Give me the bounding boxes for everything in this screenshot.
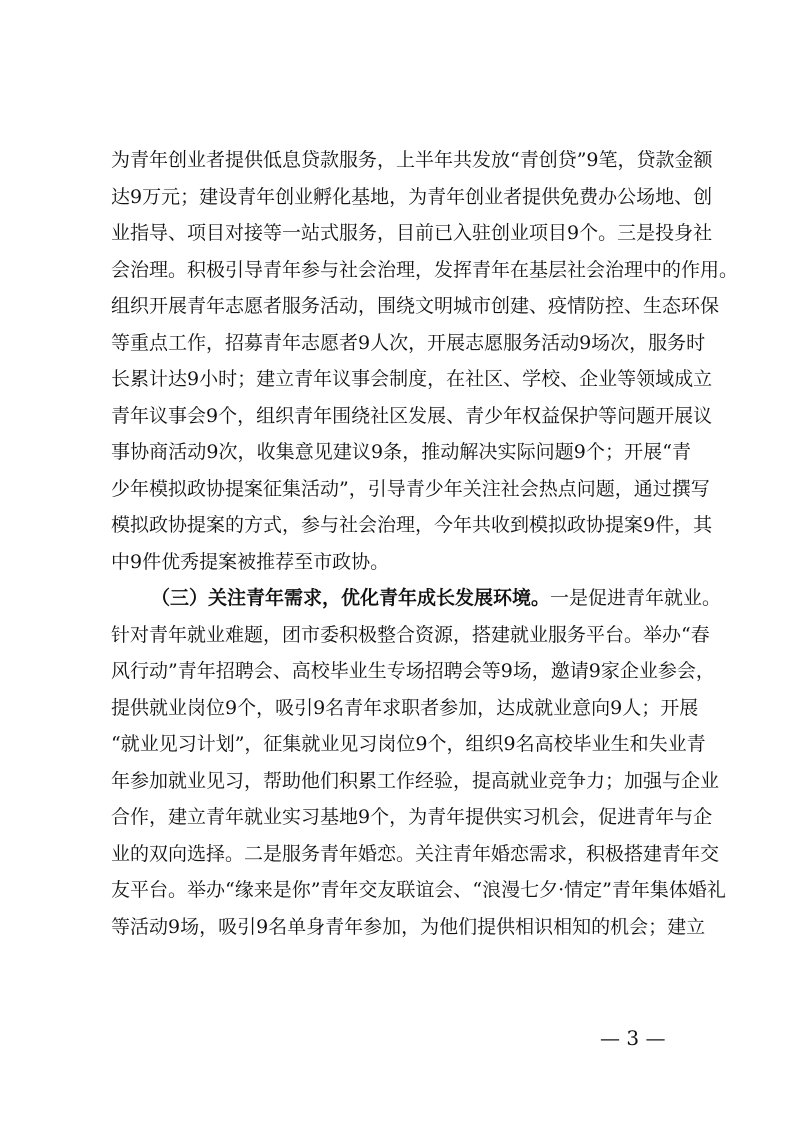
section3-first-line <box>111 580 722 617</box>
section3-line-3: 风行动”青年招聘会、高校毕业生专场招聘会等9场，邀请9家企业参会， <box>111 660 715 682</box>
section3-line-9: 友平台。举办“缘来是你”青年交友联谊会、“浪漫七夕·情定”青年集体婚礼 <box>111 879 726 901</box>
page-number: — 3 — <box>600 1026 666 1050</box>
section3-line-6: 年参加就业见习，帮助他们积累工作经验，提高就业竞争力；加强与企业 <box>111 769 720 792</box>
paragraph1-line-6: 等重点工作，招募青年志愿者9人次，开展志愿服务活动9场次，服务时 <box>111 331 706 354</box>
section3-line-5: “就业见习计划”，征集就业见习岗位9个，组织9名高校毕业生和失业青 <box>111 733 706 755</box>
section3-line-7: 合作，建立青年就业实习基地9个，为青年提供实习机会，促进青年与企 <box>111 806 713 828</box>
paragraph1-line-10: 少年模拟政协提案征集活动”，引导青少年关注社会热点问题，通过撰写 <box>111 477 710 500</box>
paragraph1-line-1: 为青年创业者提供低息贷款服务，上半年共发放“青创贷”9笔，贷款金额 <box>111 149 713 171</box>
paragraph1-line-12: 中9件优秀提案被推荐至市政协。 <box>111 550 390 573</box>
section3-line-10: 等活动9场，吸引9名单身青年参加，为他们提供相识相知的机会；建立 <box>111 915 706 938</box>
section3-first-line-rest: 一是促进青年就业。 <box>550 587 722 609</box>
section3-line-8: 业的双向选择。二是服务青年婚恋。关注青年婚恋需求，积极搭建青年交 <box>111 842 720 865</box>
paragraph1-line-4: 会治理。积极引导青年参与社会治理，发挥青年在基层社会治理中的作用。 <box>111 258 739 281</box>
paragraph1-line-5: 组织开展青年志愿者服务活动，围绕文明城市创建、疫情防控、生态环保 <box>111 295 720 317</box>
paragraph1-line-7: 长累计达9小时；建立青年议事会制度，在社区、学校、企业等领域成立 <box>111 368 713 390</box>
section3-line-4: 提供就业岗位9个，吸引9名青年求职者参加，达成就业意向9人；开展 <box>111 696 699 719</box>
paragraph1-line-2: 达9万元；建设青年创业孵化基地，为青年创业者提供免费办公场地、创 <box>111 185 713 208</box>
paragraph1-line-8: 青年议事会9个，组织青年围绕社区发展、青少年权益保护等问题开展议 <box>111 404 713 427</box>
paragraph1-line-3: 业指导、项目对接等一站式服务，目前已入驻创业项目9个。三是投身社 <box>111 222 713 244</box>
document-body <box>111 142 739 945</box>
section3-line-2: 针对青年就业难题，团市委积极整合资源，搭建就业服务平台。举办“春 <box>111 623 710 646</box>
section3-heading: （三）关注青年需求，优化青年成长发展环境。 <box>151 587 551 609</box>
paragraph1-line-11: 模拟政协提案的方式，参与社会治理，今年共收到模拟政协提案9件，其 <box>111 514 713 536</box>
paragraph1-line-9: 事协商活动9次，收集意见建议9条，推动解决实际问题9个；开展“青 <box>111 441 691 463</box>
